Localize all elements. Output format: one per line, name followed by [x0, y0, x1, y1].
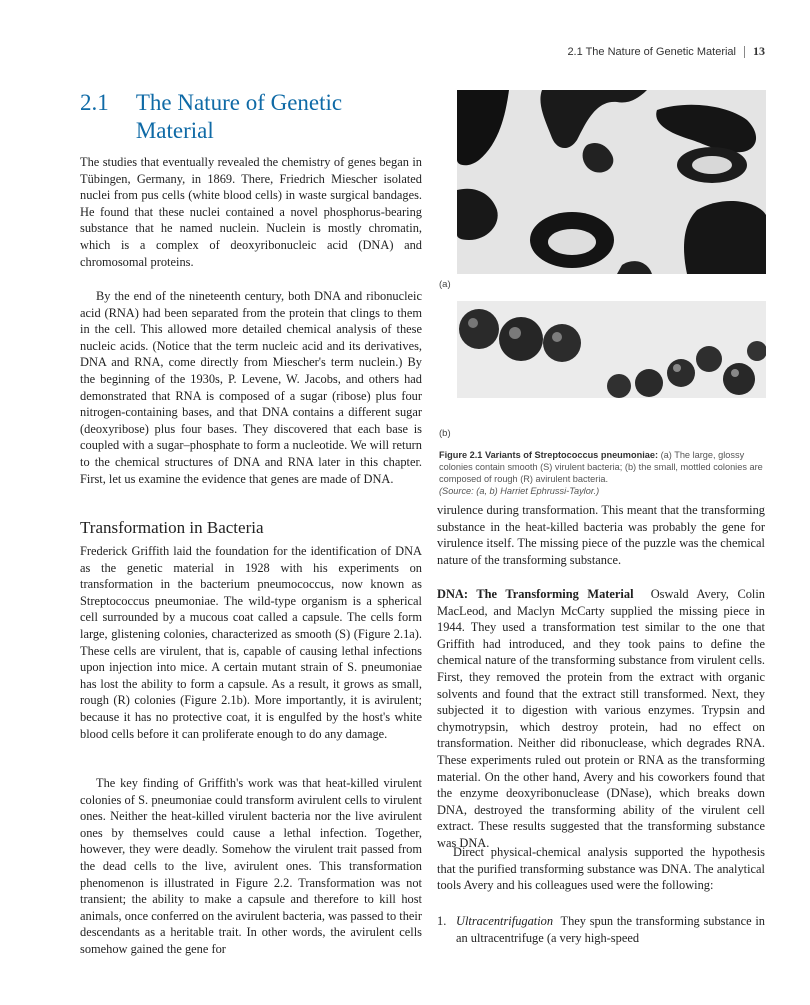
- running-head: [567, 44, 765, 59]
- section-title: [80, 89, 420, 145]
- figure-label-a: (a): [439, 279, 451, 290]
- caption-title: Figure 2.1 Variants of Streptococcus pneumoniae:: [439, 450, 659, 460]
- caption-source: (Source: (a, b) Harriet Ephrussi-Taylor.): [439, 486, 600, 496]
- list-item: [437, 913, 765, 946]
- avery-text: Oswald Avery, Colin MacLeod, and Maclyn McCarty supplied the missing piece in 1944. They used a transformation test similar to the one that Griffith had introduced, and they took pains to define the chemical nature of the transforming substance from virulent cells. First, they removed the protein from the extract with organic solvents and found that the extract still transformed. Next, they subjected it to digestion with various enzymes. Trypsin and chymotrypsin, which destroy protein, had no effect on transformation. Neither did ribonuclease, which degrades RNA. These experiments ruled out protein or RNA as the transforming material. On the other hand, Avery and his coworkers found that the enzyme deoxyribonuclease (DNase), which breaks down DNA, destroyed the transforming ability of the virulent cell extract. These results suggested that the transforming substance was DNA.: [437, 587, 765, 850]
- list-number: 1.: [437, 914, 447, 928]
- figure-2-1a-photo: [457, 90, 766, 274]
- list-text: They spun the transforming substance in an ultracentrifuge (a very high-speed: [456, 914, 765, 945]
- running-head-section: 2.1 The Nature of Genetic Material: [567, 46, 745, 58]
- avery-paragraph: [437, 586, 765, 852]
- subheading-transformation: Transformation in Bacteria: [80, 518, 264, 537]
- page-number: 13: [753, 44, 765, 58]
- figure-2-1b-photo: [457, 301, 766, 398]
- section-heading: The Nature of Genetic Material: [135, 90, 343, 143]
- caption-text: (a) The large, glossy colonies contain smooth (S) virulent bacteria; (b) the small, mottled colonies are composed of rough (R) avirulent bacteria.: [439, 450, 763, 484]
- section-number: 2.1: [80, 90, 109, 115]
- griffith-paragraph: Frederick Griffith laid the foundation for the identification of DNA as the genetic material in 1928 with his experiments on transformation in the bacterium pneumococcus, now known as Streptococcus pneumoniae. The wild-type organism is a spherical cell surrounded by a mucous coat called a capsule. The cells form large, glistening colonies, characterized as smooth (S) (Figure 2.1a). These cells are virulent, that is, capable of causing lethal infections upon injection into mice. A certain mutant strain of S. pneumoniae has lost the ability to form a capsule. As a result, it grows as small, rough (R) colonies (Figure 2.1b). More importantly, it is avirulent; because it has no protective coat, it is engulfed by the host's white blood cells before it can proliferate enough to do any damage.: [80, 544, 422, 741]
- analysis-paragraph: Direct physical-chemical analysis supported the hypothesis that the purified transforming substance was DNA. The analytical tools Avery and his colleagues used were the following:: [437, 845, 765, 893]
- figure-caption: [439, 449, 765, 497]
- key-finding-paragraph: The key finding of Griffith's work was that heat-killed virulent colonies of S. pneumoniae could transform avirulent cells to virulent ones. Neither the heat-killed virulent bacteria nor the live avirulent ones by themselves could cause a lethal infection. Together, however, they were deadly. Somehow the virulent trait passed from the dead cells to the live, avirulent ones. This transformation phenomenon is illustrated in Figure 2.2. Transformation was not transient; the ability to make a capsule and therefore to kill host animals, once conferred on the avirulent bacteria, was passed to their descendants as a heritable trait. In other words, the avirulent cells somehow gained the gene for: [80, 776, 422, 956]
- figure-label-b: (b): [439, 428, 451, 439]
- history-paragraph: By the end of the nineteenth century, both DNA and ribonucleic acid (RNA) had been separated from the protein that clings to them in the cell. This allowed more detailed chemical analysis of these nucleic acids. (Notice that the term nucleic acid and its derivatives, DNA and RNA, come directly from Miescher's term nuclein.) By the beginning of the 1930s, P. Levene, W. Jacobs, and others had demonstrated that RNA is composed of a sugar (ribose) plus four nitrogen-containing bases, and that DNA contains a different sugar (deoxyribose) plus four bases. They discovered that each base is coupled with a sugar–phosphate to form a nucleotide. We will return to the chemical structures of DNA and RNA later in this chapter. First, let us examine the evidence that genes are made of DNA.: [80, 289, 422, 486]
- list-term: Ultracentrifugation: [456, 914, 554, 928]
- intro-paragraph: The studies that eventually revealed the chemistry of genes began in Tübingen, Germany, in 1869. There, Friedrich Miescher isolated nuclei from pus cells (white blood cells) in waste surgical bandages. He found that these nuclei contained a novel phosphorus-bearing substance that he named nuclein. Nuclein is mostly chromatin, which is a complex of deoxyribonucleic acid (DNA) and chromosomal proteins.: [80, 155, 422, 269]
- smooth-colonies-image: [457, 90, 766, 274]
- runin-heading: DNA: The Transforming Material: [437, 587, 634, 601]
- rough-colonies-image: [457, 301, 766, 398]
- virulence-paragraph: virulence during transformation. This meant that the transforming substance in the heat-killed bacteria was probably the gene for virulence itself. The missing piece of the puzzle was the chemical nature of the transforming substance.: [437, 503, 765, 567]
